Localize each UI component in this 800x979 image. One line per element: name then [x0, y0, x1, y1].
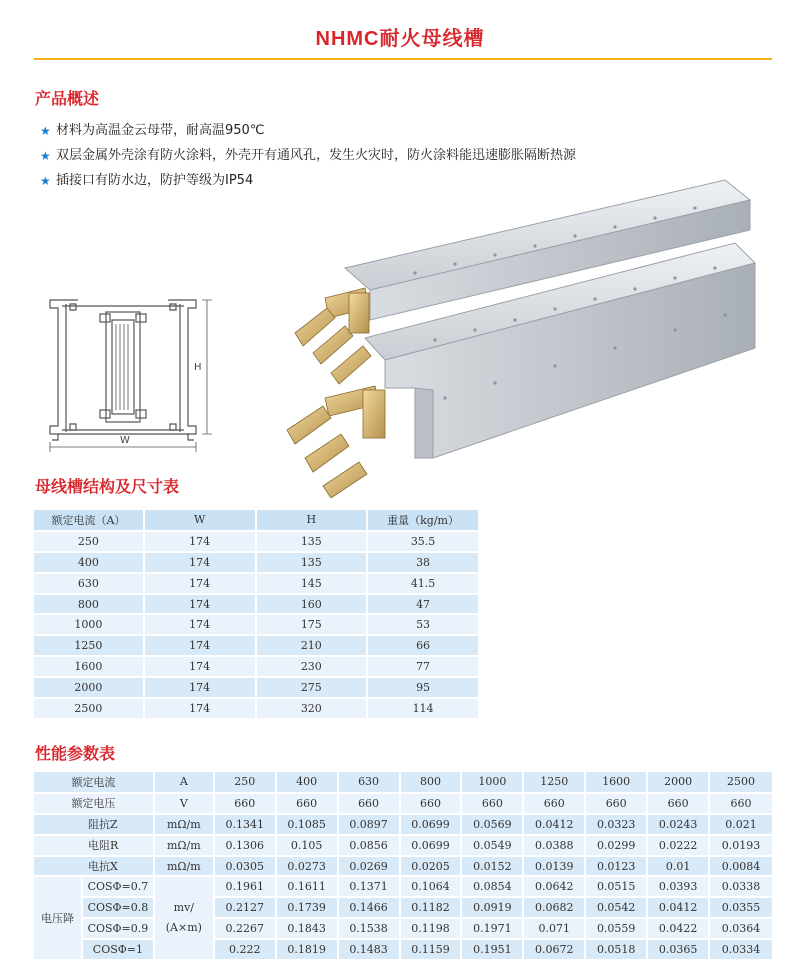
table-cell: 0.01	[647, 856, 709, 877]
row-label: COSΦ=0.8	[82, 897, 154, 918]
height-dimension-label: H	[194, 362, 202, 373]
table-cell: 174	[144, 698, 256, 719]
table-cell: 0.0672	[523, 939, 585, 960]
voltage-drop-label: 电压降	[34, 876, 82, 960]
table-cell: 38	[367, 552, 479, 573]
unit-cell: A	[154, 772, 214, 793]
column-header: 重量（kg/m）	[367, 510, 479, 531]
table-cell: 174	[144, 677, 256, 698]
row-label: 额定电流	[34, 772, 154, 793]
table-cell: 174	[144, 594, 256, 615]
table-cell: 35.5	[367, 531, 479, 552]
table-cell: 0.0854	[461, 876, 523, 897]
star-icon: ★	[40, 123, 51, 138]
table-cell: 0.0559	[585, 918, 647, 939]
table-cell: 230	[256, 656, 368, 677]
table-cell: 135	[256, 552, 368, 573]
table-cell: 630	[338, 772, 400, 793]
unit-cell: V	[154, 793, 214, 814]
table-cell: 0.021	[709, 814, 773, 835]
table-cell: 135	[256, 531, 368, 552]
table-cell: 0.1611	[276, 876, 338, 897]
table-cell: 0.0388	[523, 835, 585, 856]
title-divider	[34, 58, 772, 60]
table-row	[34, 573, 479, 594]
row-label: 电抗X	[34, 856, 154, 877]
table-cell: 1250	[523, 772, 585, 793]
table-cell: 0.1064	[400, 876, 462, 897]
table-cell: 0.0699	[400, 814, 462, 835]
table-cell: 0.1843	[276, 918, 338, 939]
table-cell: 2000	[34, 677, 144, 698]
table-cell: 630	[34, 573, 144, 594]
table-cell: 660	[338, 793, 400, 814]
table-cell: 0.1483	[338, 939, 400, 960]
table-row	[34, 814, 773, 835]
table-row	[34, 876, 773, 897]
table-cell: 175	[256, 614, 368, 635]
table-row	[34, 635, 479, 656]
unit-cell: mΩ/m	[154, 835, 214, 856]
table-cell: 77	[367, 656, 479, 677]
table-cell: 0.0365	[647, 939, 709, 960]
row-label: COSΦ=0.9	[82, 918, 154, 939]
table-cell: 210	[256, 635, 368, 656]
table-cell: 0.0856	[338, 835, 400, 856]
cross-section-diagram	[40, 290, 215, 460]
table-cell: 174	[144, 573, 256, 594]
structure-heading: 母线槽结构及尺寸表	[35, 477, 180, 496]
table-cell: 174	[144, 552, 256, 573]
table-cell: 0.1085	[276, 814, 338, 835]
table-cell: 0.0269	[338, 856, 400, 877]
table-cell: 0.1961	[214, 876, 276, 897]
table-cell: 0.0222	[647, 835, 709, 856]
performance-heading: 性能参数表	[35, 744, 116, 763]
feature-item	[40, 143, 780, 168]
table-cell: 660	[276, 793, 338, 814]
table-cell: 800	[34, 594, 144, 615]
table-cell: 47	[367, 594, 479, 615]
table-cell: 66	[367, 635, 479, 656]
table-cell: 145	[256, 573, 368, 594]
table-cell: 0.0152	[461, 856, 523, 877]
table-cell: 0.1739	[276, 897, 338, 918]
table-cell: 400	[276, 772, 338, 793]
table-cell: 0.2267	[214, 918, 276, 939]
table-cell: 0.1466	[338, 897, 400, 918]
table-cell: 0.1371	[338, 876, 400, 897]
table-cell: 1600	[585, 772, 647, 793]
feature-item	[40, 118, 780, 143]
table-cell: 1250	[34, 635, 144, 656]
table-cell: 2000	[647, 772, 709, 793]
table-row	[34, 614, 479, 635]
table-cell: 275	[256, 677, 368, 698]
table-row	[34, 793, 773, 814]
column-header: 额定电流（A）	[34, 510, 144, 531]
table-cell: 0.0364	[709, 918, 773, 939]
table-cell: 0.0393	[647, 876, 709, 897]
table-cell: 0.1951	[461, 939, 523, 960]
table-cell: 0.0422	[647, 918, 709, 939]
table-cell: 400	[34, 552, 144, 573]
unit-cell	[154, 876, 214, 960]
table-cell: 0.0569	[461, 814, 523, 835]
table-cell: 0.0123	[585, 856, 647, 877]
feature-text: 双层金属外壳涂有防火涂料，外壳开有通风孔，发生火灾时，防火涂料能迅速膨胀隔断热源	[56, 147, 577, 163]
feature-text: 插接口有防水边，防护等级为IP54	[56, 172, 254, 188]
row-label: 额定电压	[34, 793, 154, 814]
table-cell: 2500	[34, 698, 144, 719]
table-cell: 114	[367, 698, 479, 719]
table-row	[34, 531, 479, 552]
table-cell: 0.1198	[400, 918, 462, 939]
table-cell: 0.0897	[338, 814, 400, 835]
table-cell: 0.1819	[276, 939, 338, 960]
unit-cell: mΩ/m	[154, 856, 214, 877]
dimension-table	[34, 510, 480, 720]
table-cell: 660	[647, 793, 709, 814]
table-cell: 660	[585, 793, 647, 814]
busway-product-image	[265, 168, 785, 498]
table-cell: 1000	[34, 614, 144, 635]
star-icon: ★	[40, 148, 51, 163]
table-row	[34, 856, 773, 877]
width-dimension-label: W	[120, 435, 130, 446]
row-label: COSΦ=0.7	[82, 876, 154, 897]
performance-table	[34, 772, 774, 961]
table-cell: 41.5	[367, 573, 479, 594]
table-cell: 160	[256, 594, 368, 615]
table-cell: 250	[214, 772, 276, 793]
unit-line: mv/	[173, 901, 195, 915]
table-cell: 0.0193	[709, 835, 773, 856]
table-cell: 1000	[461, 772, 523, 793]
unit-cell: mΩ/m	[154, 814, 214, 835]
table-cell: 0.0084	[709, 856, 773, 877]
table-cell: 95	[367, 677, 479, 698]
table-row	[34, 552, 479, 573]
unit-line: (A×m)	[165, 921, 202, 935]
row-label: 阻抗Z	[34, 814, 154, 835]
table-cell: 250	[34, 531, 144, 552]
table-cell: 320	[256, 698, 368, 719]
table-cell: 0.105	[276, 835, 338, 856]
table-cell: 0.0919	[461, 897, 523, 918]
table-cell: 0.0273	[276, 856, 338, 877]
table-cell: 0.0355	[709, 897, 773, 918]
table-cell: 0.0338	[709, 876, 773, 897]
column-header: W	[144, 510, 256, 531]
table-cell: 660	[523, 793, 585, 814]
column-header: H	[256, 510, 368, 531]
table-row	[34, 594, 479, 615]
table-cell: 0.0515	[585, 876, 647, 897]
table-cell: 0.2127	[214, 897, 276, 918]
table-cell: 0.0682	[523, 897, 585, 918]
table-cell: 660	[461, 793, 523, 814]
table-cell: 0.0642	[523, 876, 585, 897]
table-cell: 0.0542	[585, 897, 647, 918]
table-cell: 660	[400, 793, 462, 814]
table-cell: 2500	[709, 772, 773, 793]
table-cell: 0.071	[523, 918, 585, 939]
table-cell: 0.1538	[338, 918, 400, 939]
table-cell: 0.0334	[709, 939, 773, 960]
table-cell: 0.0205	[400, 856, 462, 877]
table-row	[34, 835, 773, 856]
table-cell: 0.0412	[523, 814, 585, 835]
table-cell: 174	[144, 531, 256, 552]
table-cell: 1600	[34, 656, 144, 677]
table-cell: 0.0549	[461, 835, 523, 856]
feature-text: 材料为高温金云母带，耐高温950℃	[56, 122, 265, 138]
table-row	[34, 656, 479, 677]
table-cell: 0.1159	[400, 939, 462, 960]
table-cell: 660	[214, 793, 276, 814]
table-cell: 0.0412	[647, 897, 709, 918]
page-title: NHMC耐火母线槽	[315, 28, 485, 50]
overview-heading: 产品概述	[35, 89, 100, 108]
table-cell: 0.1182	[400, 897, 462, 918]
table-row	[34, 918, 773, 939]
table-row	[34, 698, 479, 719]
table-cell: 0.0305	[214, 856, 276, 877]
table-cell: 0.0139	[523, 856, 585, 877]
table-row	[34, 677, 479, 698]
table-cell: 174	[144, 635, 256, 656]
table-cell: 660	[709, 793, 773, 814]
table-row	[34, 939, 773, 960]
table-cell: 174	[144, 656, 256, 677]
table-cell: 0.222	[214, 939, 276, 960]
table-cell: 0.0699	[400, 835, 462, 856]
table-row	[34, 897, 773, 918]
table-cell: 0.1341	[214, 814, 276, 835]
table-cell: 0.0323	[585, 814, 647, 835]
table-cell: 0.1971	[461, 918, 523, 939]
table-cell: 0.0518	[585, 939, 647, 960]
table-cell: 0.1306	[214, 835, 276, 856]
table-cell: 174	[144, 614, 256, 635]
row-label: 电阻R	[34, 835, 154, 856]
table-cell: 53	[367, 614, 479, 635]
table-cell: 800	[400, 772, 462, 793]
table-cell: 0.0243	[647, 814, 709, 835]
table-header-row	[34, 510, 479, 531]
table-row	[34, 772, 773, 793]
table-cell: 0.0299	[585, 835, 647, 856]
star-icon: ★	[40, 173, 51, 188]
row-label: COSΦ=1	[82, 939, 154, 960]
